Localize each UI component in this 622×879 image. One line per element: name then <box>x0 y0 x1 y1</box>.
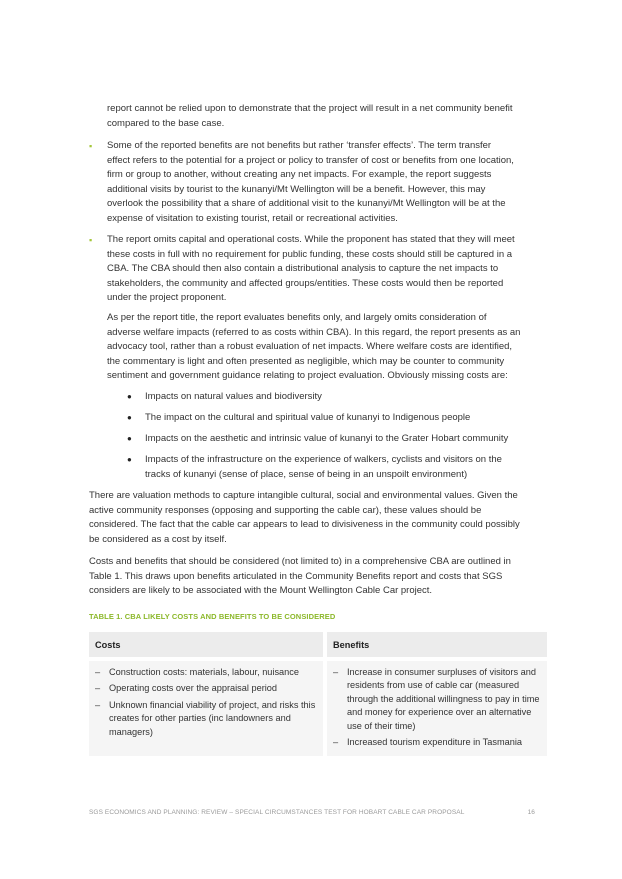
list-item <box>95 699 317 739</box>
cba-table <box>89 632 547 756</box>
dash-marker: – <box>95 699 101 710</box>
text-line: Some of the reported benefits are not benefits but rather ‘transfer effects’. The term transfer <box>107 140 492 151</box>
missing-cost-item: Impacts on natural values and biodiversity <box>145 391 322 402</box>
cost-text: Operating costs over the appraisal period <box>109 683 278 694</box>
as-per-paragraph <box>107 311 547 384</box>
intro-paragraph <box>107 102 547 131</box>
bullet-paragraph-transfer-effects <box>107 139 547 227</box>
text-line: There are valuation methods to capture intangible cultural, social and environmental values. Given the <box>89 490 518 501</box>
text-line: tracks of kunanyi (sense of place, sense of being in an unspoilt environment) <box>145 468 468 480</box>
benefits-cell <box>327 657 547 756</box>
text-line: additional visits by tourist to the kunanyi/Mt Wellington will be a benefit. However, this may <box>107 183 486 195</box>
text-line: advocacy tool, rather than a robust evaluation of net impacts. Where welfare costs are identified, <box>107 341 513 353</box>
bullet-icon: ▪ <box>89 235 93 245</box>
text-line: adverse welfare impacts (referred to as costs within CBA). In this regard, the report presents as an <box>107 326 521 338</box>
valuation-paragraph <box>89 489 547 547</box>
list-item <box>333 666 541 733</box>
text-line: stakeholders, the community and affected groups/entities. These costs would then be reported <box>107 277 504 289</box>
list-item <box>95 682 317 695</box>
text-line: Table 1. This draws upon benefits articulated in the Community Benefits report and costs that SGS <box>89 570 503 582</box>
text-line: active community responses (opposing and supporting the cable car), these values should be <box>89 504 482 516</box>
text-line: effect refers to the potential for a project or policy to transfer of cost or benefits from one location, <box>107 154 514 166</box>
list-item <box>95 666 317 679</box>
benefit-text: Increased tourism expenditure in Tasmania <box>347 737 522 748</box>
text-line: the commentary is light and often presented as negligible, which may be counter to community <box>107 355 505 367</box>
text-line: under the project proponent. <box>107 292 227 304</box>
list-item <box>333 736 541 749</box>
benefit-text: Increase in consumer surpluses of visitors and residents from use of cable car (measured through the additional willingness to pay in time and money for experience over an alternative use of their time) <box>347 667 540 731</box>
bullet-paragraph-omitted-costs <box>107 233 547 306</box>
benefits-list <box>333 666 541 749</box>
text-line: expense of visitation to existing tourist, retail or recreational activities. <box>107 212 398 224</box>
sub-bullet-icon: ● <box>127 455 132 464</box>
sub-bullet-icon: ● <box>127 392 132 401</box>
text-line: these costs in full with no requirement for public funding, these costs should still be captured in a <box>107 248 513 260</box>
page-number: 16 <box>527 809 535 816</box>
text-line: considers are likely to be associated with the Mount Wellington Cable Car project. <box>89 585 433 597</box>
sub-bullet-icon: ● <box>127 434 132 443</box>
text-line: CBA. The CBA should then also contain a distributional analysis to capture the net impacts to <box>107 263 499 275</box>
text-line: considered. The fact that the cable car appears to lead to divisiveness in the community could possibly <box>89 519 520 531</box>
costs-benefits-paragraph <box>89 555 547 599</box>
dash-marker: – <box>95 683 101 694</box>
table-row <box>89 657 547 756</box>
footer-text: SGS ECONOMICS AND PLANNING: REVIEW – SPECIAL CIRCUMSTANCES TEST FOR HOBART CABLE CAR PROPOSAL <box>89 809 465 816</box>
text-line: be considered as a cost by itself. <box>89 533 227 545</box>
table-header-row <box>89 632 547 657</box>
costs-cell <box>89 657 327 756</box>
missing-cost-item: Impacts on the aesthetic and intrinsic value of kunanyi to the Grater Hobart community <box>145 433 509 444</box>
costs-list <box>95 666 317 739</box>
table-caption: TABLE 1. CBA LIKELY COSTS AND BENEFITS TO BE CONSIDERED <box>89 612 336 621</box>
text-line: overlook the possibility that a share of additional visit to the kunanyi/Mt Wellington will be at the <box>107 198 506 210</box>
dash-marker: – <box>95 667 101 677</box>
text-line: firm or group to another, without creating any net impacts. For example, the report suggests <box>107 169 492 181</box>
dash-marker: – <box>333 737 339 748</box>
missing-cost-item <box>145 453 545 482</box>
bullet-icon: ▪ <box>89 141 93 151</box>
text-line: As per the report title, the report evaluates benefits only, and largely omits consideration of <box>107 312 487 323</box>
text-line: sentiment and government guidance relating to project evaluation. Obviously missing costs are: <box>107 370 508 382</box>
dash-marker: – <box>333 667 339 677</box>
cost-text: Unknown financial viability of project, and risks this creates for other parties (inc landowners and managers) <box>109 699 316 737</box>
sub-bullet-icon: ● <box>127 413 132 422</box>
missing-cost-item: The impact on the cultural and spiritual value of kunanyi to Indigenous people <box>145 412 471 423</box>
column-header-benefits: Benefits <box>327 632 547 657</box>
cost-text: Construction costs: materials, labour, nuisance <box>109 667 299 677</box>
intro-line: compared to the base case. <box>107 117 225 129</box>
intro-line: report cannot be relied upon to demonstrate that the project will result in a net community benefit <box>107 103 513 114</box>
text-line: The report omits capital and operational costs. While the proponent has stated that they will meet <box>107 234 515 245</box>
page-footer <box>89 809 547 816</box>
column-header-costs: Costs <box>89 632 327 657</box>
text-line: Costs and benefits that should be considered (not limited to) in a comprehensive CBA are outlined in <box>89 556 511 567</box>
text-line: Impacts of the infrastructure on the experience of walkers, cyclists and visitors on the <box>145 454 502 465</box>
